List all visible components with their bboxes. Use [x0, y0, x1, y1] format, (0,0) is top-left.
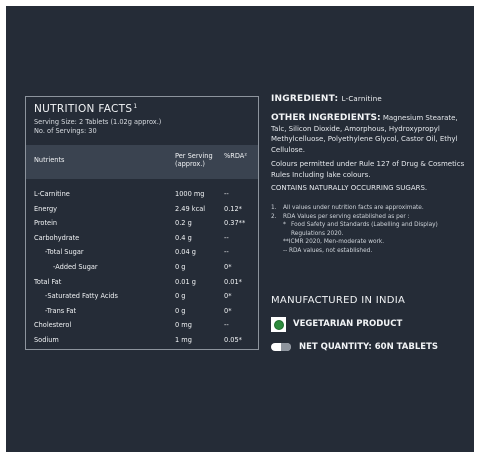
sugar-statement: CONTAINS NATURALLY OCCURRING SUGARS.	[271, 184, 428, 192]
footnote-sub-1: * Food Safety and Standards (Labelling and Display) Regulations 2020.	[283, 222, 438, 237]
col-per-serving: Per Serving (approx.)	[175, 152, 213, 168]
label-panel	[6, 6, 474, 452]
veg-label: VEGETARIAN PRODUCT	[293, 319, 403, 329]
nutrition-header	[26, 97, 258, 145]
table-row: -Total Sugar 0.04 g --	[45, 248, 229, 257]
column-header-band	[26, 145, 258, 179]
veg-symbol-icon	[271, 317, 286, 332]
other-ingredients-value: Magnesium Stearate, Talc, Silicon Dioxide, Amorphous, Hydroxypropyl Methylcelluose, Polyethylene Glycol, Castor Oil, Ethyl Cellulose.	[271, 114, 458, 154]
footnote-2: 2. RDA Values per serving established as per :	[271, 213, 410, 220]
table-row: -Saturated Fatty Acids 0 g 0*	[45, 292, 232, 301]
ingredient-line	[271, 94, 471, 104]
ingredient-label: INGREDIENT:	[271, 94, 339, 104]
tablet-icon	[271, 343, 291, 351]
col-nutrients: Nutrients	[34, 156, 65, 164]
table-row: Protein 0.2 g 0.37**	[34, 219, 246, 228]
footnote-1: 1. All values under nutrition facts are approximate.	[271, 205, 424, 211]
footnote-sub-2: **ICMR 2020, Men-moderate work.	[283, 239, 385, 246]
ingredient-value: L-Carnitine	[341, 95, 382, 103]
nutrition-rows	[26, 187, 258, 348]
table-row: -Added Sugar 0 g 0*	[53, 262, 232, 271]
nutrition-title: NUTRITION FACTS$^1$	[34, 103, 138, 115]
table-row: Sodium 1 mg 0.05*	[34, 335, 242, 344]
footnotes	[271, 204, 471, 256]
other-ingredients-label: OTHER INGREDIENTS:	[271, 113, 381, 123]
ingredients-column	[271, 94, 471, 256]
table-row: Energy 2.49 kcal 0.12*	[34, 204, 242, 213]
manufactured-in: MANUFACTURED IN INDIA	[271, 295, 406, 306]
net-quantity-label: NET QUANTITY: 60N TABLETS	[299, 342, 439, 352]
nutrition-facts-table	[25, 96, 259, 350]
table-row: L-Carnitine 1000 mg --	[34, 190, 229, 198]
footnote-sub-3: -- RDA values, not established.	[283, 247, 373, 254]
table-row: -Trans Fat 0 g 0*	[45, 306, 232, 315]
colours-statement: Colours permitted under Rule 127 of Drug & Cosmetics Rules Including lake colours.	[271, 160, 465, 179]
table-row: Cholesterol 0 mg --	[34, 321, 229, 330]
other-ingredients	[271, 113, 471, 155]
col-rda: %RDA²	[224, 152, 247, 160]
table-row: Carbohydrate 0.4 g --	[34, 233, 229, 242]
table-row: Total Fat 0.01 g 0.01*	[34, 277, 242, 286]
serving-size: Serving Size: 2 Tablets (1.02g approx.)	[34, 118, 162, 126]
servings-count: No. of Servings: 30	[34, 127, 97, 135]
